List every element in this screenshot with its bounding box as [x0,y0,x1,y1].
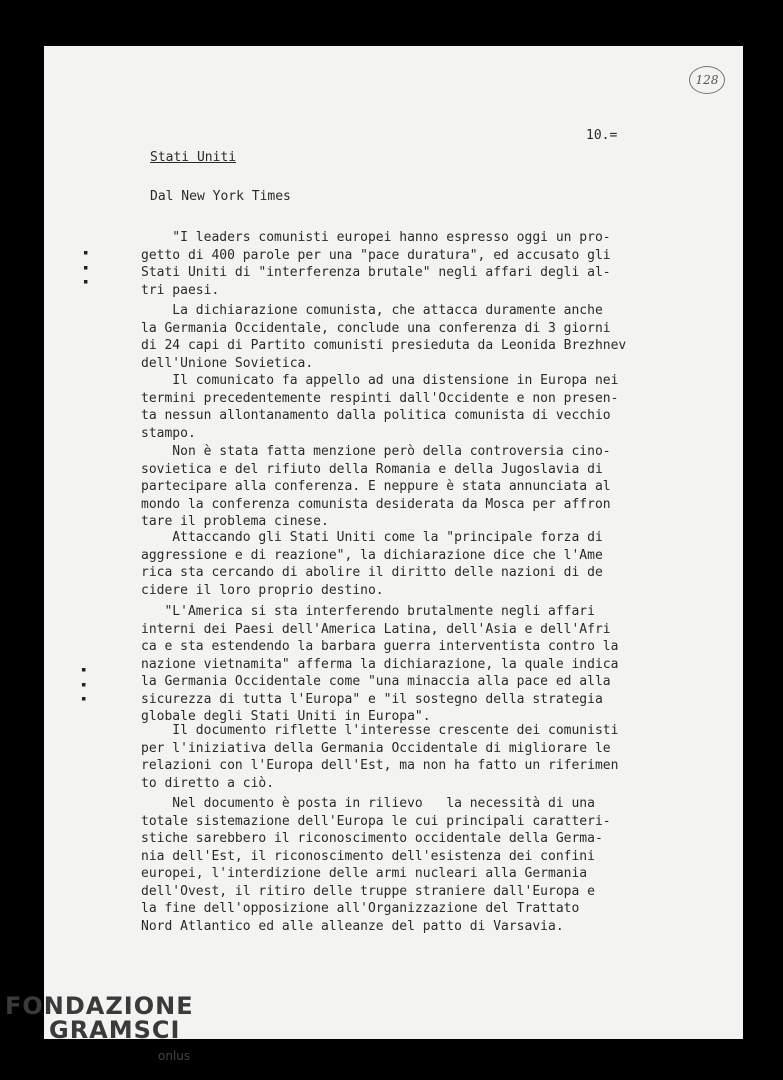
paragraph-3: Il comunicato fa appello ad una distensione in Europa nei termini precedentemente respinti dall'Occidente e non presen- ta nessun allontanamento dalla politica comunista di vecchio stampo. [141,373,619,441]
margin-mark: ▪ [81,694,87,704]
watermark-suffix: onlus [158,1049,191,1063]
margin-mark: ▪ [83,277,89,287]
margin-mark: ▪ [81,665,87,675]
paragraph-8: Nel documento è posta in rilievo la necessità di una totale sistemazione dell'Europa le cui principali caratteri- stiche sarebbero il riconoscimento occidentale della Germa- nia dell'Est, il riconoscimento dell'esistenza dei confini europei, l'interdizione delle armi nucleari alla Germania dell'Ovest, il ritiro delle truppe straniere dall'Europa e la fine dell'opposizione all'Organizzazione del Trattato Nord Atlantico ed alle alleanze del patto di Varsavia. [141,796,611,934]
foundation-watermark: FONDAZIONE GRAMSCI [5,992,194,1044]
paragraph-4: Non è stata fatta menzione però della controversia cino- sovietica e del rifiuto della Romania e della Jugoslavia di partecipare alla conferenza. E neppure è stata annunciata al mondo la conferenza comunista desiderata da Mosca per affron tare il problema cinese. [141,444,611,529]
paragraph-6: "L'America si sta interferendo brutalmente negli affari interni dei Paesi dell'America Latina, dell'Asia e dell'Afri ca e sta estendendo la barbara guerra interventista contro la nazione vietnamita" afferma la dichiarazione, la quale indica la Germania Occidentale come "una minaccia alla pace ed alla sicurezza di tutta l'Europa" e "il sostegno della strategia globale degli Stati Uniti in Europa". [141,604,619,724]
section-heading: Stati Uniti [150,150,237,165]
source-line: Dal New York Times [150,189,291,204]
paragraph-2: La dichiarazione comunista, che attacca duramente anche la Germania Occidentale, conclude una conferenza di 3 giorni di 24 capi di Partito comunisti presieduta da Leonida Brezhnev dell'Unione Sovietica. [141,303,627,371]
paragraph-1: "I leaders comunisti europei hanno espresso oggi un pro- getto di 400 parole per una "pace duratura", ed accusato gli Stati Uniti di "interferenza brutale" negli affari degli al- tri paesi. [141,230,611,298]
page-number: 10.= [586,128,618,143]
margin-mark: ▪ [83,263,89,273]
archive-number-stamp: 128 [689,66,725,94]
paragraph-7: Il documento riflette l'interesse crescente dei comunisti per l'iniziativa della Germania Occidentale di migliorare le relazioni con l'Europa dell'Est, ma non ha fatto un riferimen to diretto a ciò. [141,723,619,791]
paragraph-5: Attaccando gli Stati Uniti come la "principale forza di aggressione e di reazione", la dichiarazione dice che l'Ame rica sta cercando di abolire il diritto delle nazioni di de cidere il loro proprio destino. [141,530,603,598]
margin-mark: ▪ [83,248,89,258]
margin-mark: ▪ [81,680,87,690]
